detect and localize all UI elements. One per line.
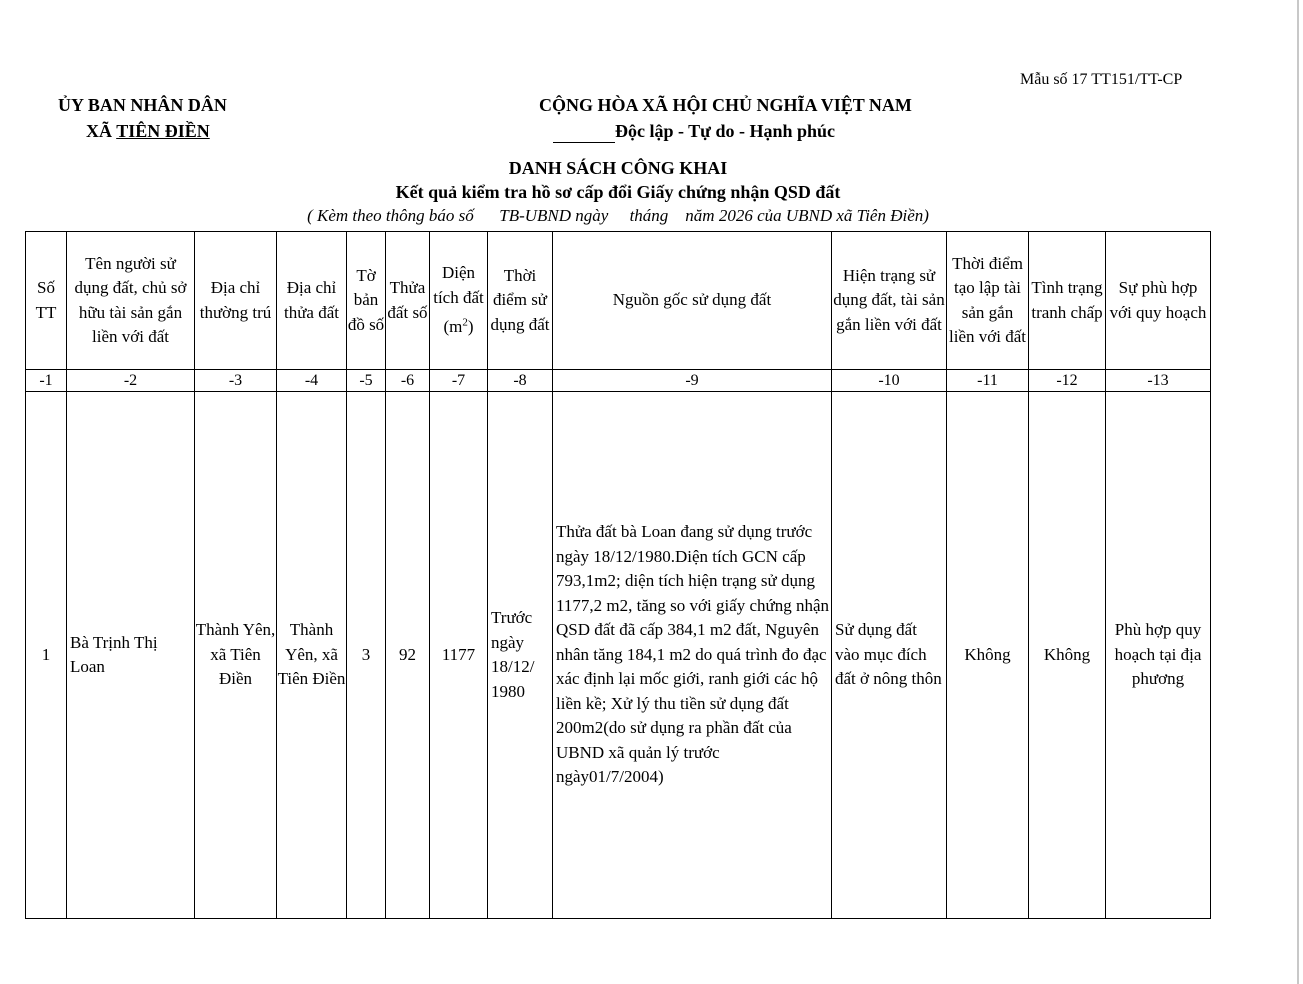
cell-planning: Phù hợp quy hoạch tại địa phương: [1106, 392, 1211, 919]
cell-land-address: Thành Yên, xã Tiên Điền: [277, 392, 347, 919]
column-number: -10: [832, 370, 947, 392]
commune-name: [86, 121, 210, 142]
column-number: -7: [430, 370, 488, 392]
header-cell: Thời điểm sử dụng đất: [488, 232, 553, 370]
motto: Độc lập - Tự do - Hạnh phúc: [615, 121, 836, 141]
header-cell: Tình trạng tranh chấp: [1029, 232, 1106, 370]
column-number: -8: [488, 370, 553, 392]
column-number: -2: [67, 370, 195, 392]
column-number: -1: [26, 370, 67, 392]
header-row: [26, 232, 1211, 370]
document-subtitle: Kết quả kiểm tra hồ sơ cấp đổi Giấy chứng nhận QSD đất: [395, 182, 841, 202]
column-number: -6: [386, 370, 430, 392]
header-cell: Số TT: [26, 232, 67, 370]
header-cell: Thời điểm tạo lập tài sản gắn liền với đất: [947, 232, 1029, 370]
header-cell-area: [430, 232, 488, 370]
area-header-text: Diện tích đất $(m^2)$: [433, 263, 484, 337]
column-number: -5: [347, 370, 386, 392]
cell-map-sheet: 3: [347, 392, 386, 919]
header-cell: Địa chỉ thửa đất: [277, 232, 347, 370]
cell-use-time: Trước ngày 18/12/ 1980: [488, 392, 553, 919]
cell-current-use: Sử dụng đất vào mục đích đất ở nông thôn: [832, 392, 947, 919]
cell-parcel: 92: [386, 392, 430, 919]
form-number: Mẫu số 17 TT151/TT-CP: [1020, 71, 1183, 88]
document-title: DANH SÁCH CÔNG KHAI: [508, 158, 728, 178]
header-cell: Địa chỉ thường trú: [195, 232, 277, 370]
cell-stt: 1: [26, 392, 67, 919]
public-list-table: [25, 231, 1211, 919]
table-row: [26, 392, 1211, 919]
commune-prefix: XÃ: [86, 121, 117, 141]
document-note: ( Kèm theo thông báo số TB-UBND ngày tháng năm 2026 của UBND xã Tiên Điền): [307, 206, 929, 225]
cell-dispute: Không: [1029, 392, 1106, 919]
column-number: -11: [947, 370, 1029, 392]
column-number: -13: [1106, 370, 1211, 392]
header-cell: Tên người sử dụng đất, chủ sở hữu tài sản gắn liền với đất: [67, 232, 195, 370]
org-name: ỦY BAN NHÂN DÂN: [58, 95, 227, 115]
nation-title: CỘNG HÒA XÃ HỘI CHỦ NGHĨA VIỆT NAM: [539, 95, 912, 115]
cell-area: 1177: [430, 392, 488, 919]
header-cell: Thửa đất số: [386, 232, 430, 370]
column-number-row: [26, 370, 1211, 392]
column-number: -4: [277, 370, 347, 392]
header-cell: Hiện trạng sử dụng đất, tài sản gắn liền với đất: [832, 232, 947, 370]
cell-owner: Bà Trịnh Thị Loan: [67, 392, 195, 919]
motto-underline: [553, 142, 615, 143]
column-number: -9: [553, 370, 832, 392]
header-cell: Tờ bản đồ số: [347, 232, 386, 370]
cell-residence: Thành Yên, xã Tiên Điền: [195, 392, 277, 919]
header-cell: Sự phù hợp với quy hoạch: [1106, 232, 1211, 370]
column-number: -12: [1029, 370, 1106, 392]
commune-name-underlined: TIÊN ĐIỀN: [116, 121, 210, 141]
cell-origin: Thửa đất bà Loan đang sử dụng trước ngày 18/12/1980.Diện tích GCN cấp 793,1m2; diện tích hiện trạng sử dụng 1177,2 m2, tăng so với giấy chứng nhận QSD đất đã cấp 384,1 m2 đất, Nguyên nhân tăng 184,1 m2 do quá trình đo đạc xác định lại mốc giới, ranh giới các hộ liền kề; Xử lý thu tiền sử dụng đất 200m2(do sử dụng ra phần đất của UBND xã quản lý trước ngày01/7/2004): [553, 392, 832, 919]
cell-asset-time: Không: [947, 392, 1029, 919]
column-number: -3: [195, 370, 277, 392]
header-cell: Nguồn gốc sử dụng đất: [553, 232, 832, 370]
page-edge-line: [1297, 0, 1299, 984]
